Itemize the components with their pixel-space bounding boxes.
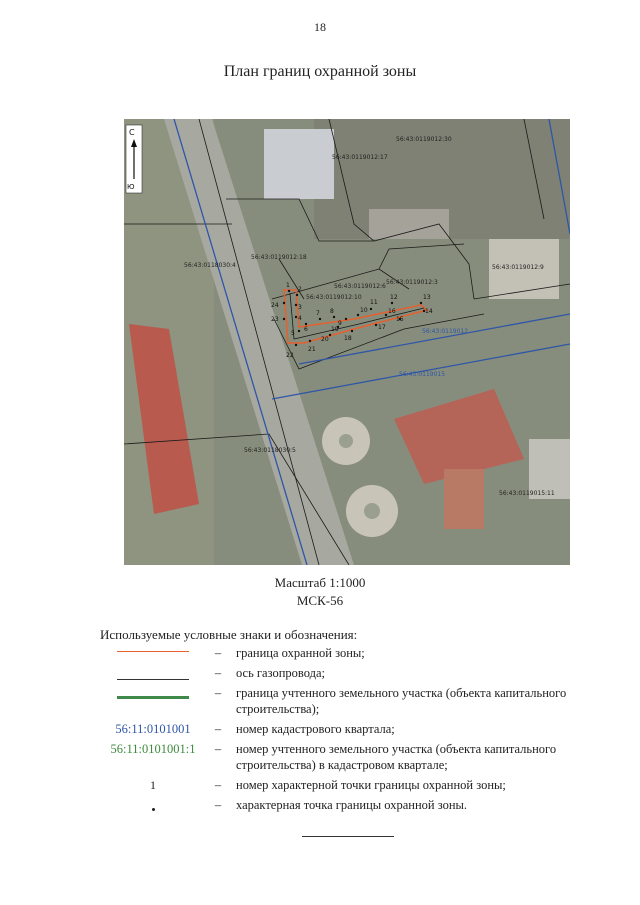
legend-desc: граница охранной зоны; — [236, 646, 365, 660]
footer-divider — [302, 836, 394, 837]
point-label: 7 — [316, 310, 320, 317]
legend — [100, 645, 580, 817]
point-label: 1 — [286, 282, 290, 289]
legend-item-parcel-boundary — [100, 685, 580, 717]
compass-north: С — [129, 128, 135, 137]
point-label: 10 — [360, 307, 368, 314]
legend-dash: – — [214, 686, 222, 700]
point-label: 17 — [378, 324, 386, 331]
legend-desc: ось газопровода; — [236, 666, 326, 680]
point-label: 12 — [390, 294, 398, 301]
legend-item-parcel-number — [100, 741, 580, 773]
green-line-symbol — [117, 696, 189, 699]
parcel-label: 56:43:0119012:3 — [386, 279, 438, 286]
compass — [126, 125, 142, 193]
page-title: План границ охранной зоны — [223, 63, 417, 80]
point-label: 15 — [396, 316, 404, 323]
page-number: 18 — [314, 20, 326, 34]
legend-item-point — [100, 797, 580, 813]
point-label: 9 — [338, 320, 342, 327]
point-label: 3 — [298, 304, 302, 311]
parcel-label: 56:43:0119012:18 — [251, 254, 307, 261]
quarter-label: 56:43:0119012 — [422, 328, 469, 335]
point-dot-icon — [152, 808, 155, 811]
point-label: 5 — [291, 330, 295, 337]
legend-dash: – — [214, 666, 222, 680]
parcel-label: 56:43:0119012:30 — [396, 136, 452, 143]
point-label: 19 — [331, 326, 339, 333]
point-label: 20 — [321, 336, 329, 343]
map-image — [124, 119, 570, 565]
orange-line-symbol — [117, 651, 189, 652]
legend-desc: номер характерной точки границы охранной зоны; — [236, 778, 506, 792]
building-south-annex — [444, 469, 484, 529]
coordinate-system: МСК-56 — [296, 593, 344, 608]
point-label: 21 — [308, 346, 316, 353]
parcel-label: 56:43:0119012:9 — [492, 264, 544, 271]
point-label: 8 — [330, 308, 334, 315]
point-label: 22 — [286, 352, 294, 359]
legend-item-point-number — [100, 777, 580, 793]
point-label: 6 — [304, 326, 308, 333]
legend-heading: Используемые условные знаки и обозначения: — [100, 627, 358, 642]
building-mid — [369, 209, 449, 239]
point-label: 18 — [344, 335, 352, 342]
point-number-sample: 1 — [150, 778, 156, 792]
legend-desc: номер учтенного земельного участка (объекта капитального строительства) в кадастровом квартале; — [236, 742, 557, 772]
parcel-label: 56:43:0119012:6 — [334, 283, 386, 290]
legend-dash: – — [214, 646, 222, 660]
legend-dash: – — [214, 742, 222, 756]
map-scale: Масштаб 1:1000 — [274, 575, 366, 590]
legend-dash: – — [214, 722, 222, 736]
parcel-label: 56:43:0119012:17 — [332, 154, 388, 161]
parcel-label: 56:43:0118030:4 — [184, 262, 236, 269]
point-label: 13 — [423, 294, 431, 301]
legend-dash: – — [214, 798, 222, 812]
legend-desc: характерная точка границы охранной зоны. — [236, 798, 468, 812]
point-label: 16 — [388, 308, 396, 315]
legend-item-zone-boundary — [100, 645, 580, 661]
map-svg — [124, 119, 570, 565]
legend-item-quarter-number — [100, 721, 580, 737]
legend-item-pipeline-axis — [100, 665, 580, 681]
quarter-number-sample: 56:11:0101001 — [115, 722, 191, 736]
point-label: 14 — [425, 308, 433, 315]
point-label: 2 — [298, 286, 302, 293]
legend-desc: номер кадастрового квартала; — [236, 722, 395, 736]
point-label: 4 — [298, 315, 302, 322]
legend-desc: граница учтенного земельного участка (объекта капитального строительства); — [236, 686, 567, 716]
point-label: 24 — [271, 302, 279, 309]
parcel-number-sample: 56:11:0101001:1 — [110, 742, 196, 756]
legend-dash: – — [214, 778, 222, 792]
building-north — [264, 129, 334, 199]
black-line-symbol — [117, 679, 189, 680]
quarter-label: 56:43:0119015 — [399, 371, 446, 378]
parcel-label: 56:43:0119015:11 — [499, 490, 555, 497]
parcel-label: 56:43:0119012:10 — [306, 294, 362, 301]
point-label: 23 — [271, 316, 279, 323]
parcel-label: 56:43:0118030:5 — [244, 447, 296, 454]
point-label: 11 — [370, 299, 378, 306]
compass-south: Ю — [127, 183, 135, 191]
